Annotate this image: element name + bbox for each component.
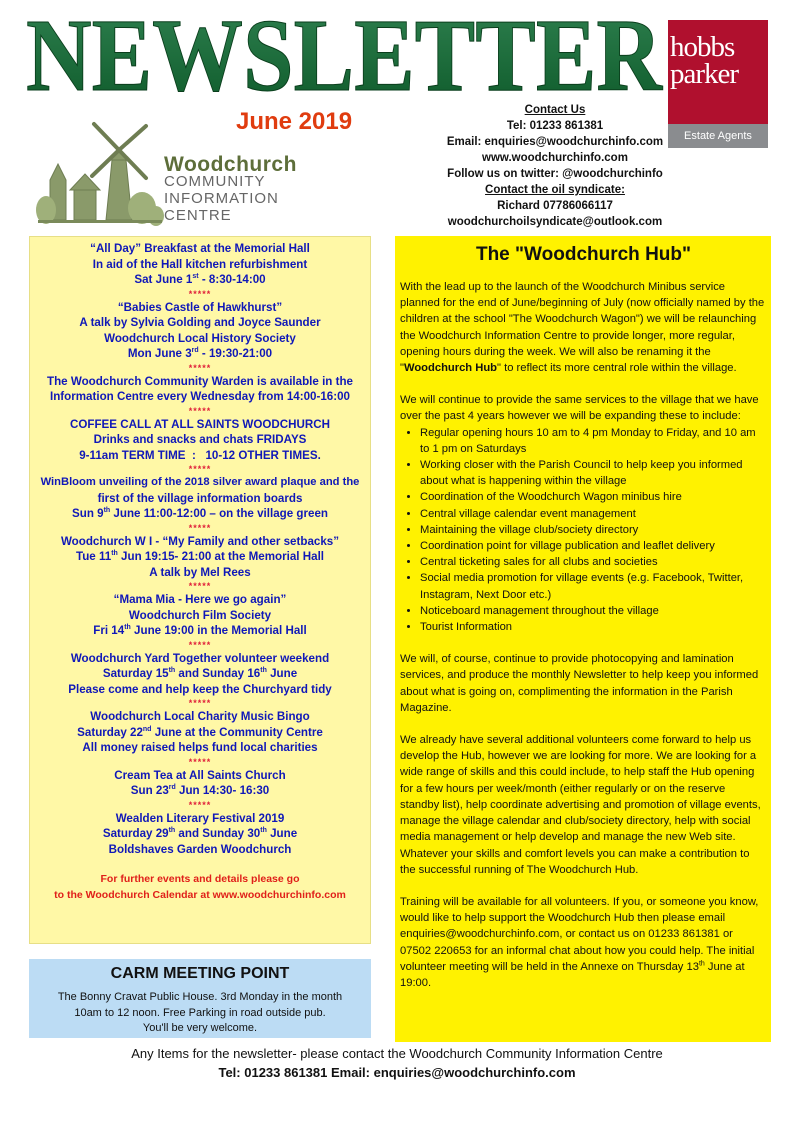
- event-line: first of the village information boards: [97, 491, 303, 505]
- event-line: Woodchurch Local History Society: [104, 331, 296, 345]
- event-footer-line: For further events and details please go: [100, 873, 300, 885]
- newsletter-masthead: [24, 4, 664, 96]
- event-line: The Woodchurch Community Warden is available in the: [47, 374, 353, 388]
- event-line: Information Centre every Wednesday from 14:00-16:00: [49, 390, 351, 403]
- page-footer: [0, 1044, 794, 1082]
- event-line: Saturday 29th and Sunday 30th June: [102, 827, 298, 840]
- brand-line2: parker: [670, 58, 739, 90]
- event-line: “Mama Mia - Here we go again”: [113, 593, 287, 606]
- wci-line3: INFORMATION: [164, 190, 279, 207]
- event-separator: *****: [188, 581, 212, 591]
- oil-syndicate-contact: Richard 07786066117: [497, 200, 613, 212]
- list-item: • Central ticketing sales for all clubs and societies: [420, 554, 767, 570]
- brand-line1: hobbs: [670, 31, 735, 63]
- event-line: All money raised helps fund local charities: [82, 741, 318, 754]
- footer-line: Any Items for the newsletter- please contact the Woodchurch Community Information Centre: [131, 1046, 663, 1061]
- hub-paragraph: We already have several additional volunteers come forward to help us develop the Hub, however we are looking for more. We are looking for a wide range of skills and this could include, to help staff the Hub opening for a few hours per week/month (either regularly or on the reserve standby list), help coordinate advertising and promotion of village events, manage the village calendar and club/society directory, help with social media management or help develop and manage the new Web site. Whatever your skills and comfort levels you can make a contribution to the successful running of The Woodchurch Hub.: [400, 734, 761, 876]
- oil-syndicate-heading: Contact the oil syndicate:: [485, 184, 625, 196]
- event-separator: *****: [188, 756, 212, 767]
- list-item: • Maintaining the village club/society directory: [420, 522, 767, 538]
- contact-heading: Contact Us: [524, 104, 586, 116]
- newsletter-title: NEWSLETTER: [26, 4, 664, 96]
- event-line: Sun 9th June 11:00-12:00 – on the village green: [72, 507, 328, 520]
- list-item: • Social media promotion for village events (e.g. Facebook, Twitter, Instagram, Next Door etc.): [420, 570, 767, 602]
- events-footer-note: [30, 871, 370, 903]
- event-yard-together: [30, 651, 370, 698]
- event-line: Please come and help keep the Churchyard tidy: [68, 682, 332, 696]
- event-winbloom: [30, 475, 370, 522]
- event-line: Fri 14th June 19:00 in the Memorial Hall: [93, 624, 307, 637]
- event-film: [30, 592, 370, 639]
- event-wi-talk: [30, 534, 370, 581]
- event-line: WinBloom unveiling of the 2018 silver award plaque and the: [40, 476, 360, 488]
- hub-paragraph: Training will be available for all volunteers. If you, or someone you know, would like to help support the Woodchurch Hub then please email enquiries@woodchurchinfo.com, or contact us on 01233 861381 or 07502 220653 for an informal chat about how you could help. The initial volunteer meeting will be held in the Annexe on Thursday 13th June at 19:00.: [400, 895, 759, 989]
- hub-title: The "Woodchurch Hub": [475, 244, 692, 265]
- contact-block: [404, 102, 706, 230]
- contact-email[interactable]: Email: enquiries@woodchurchinfo.com: [446, 136, 664, 148]
- event-separator: *****: [188, 405, 212, 416]
- footer-contact: Tel: 01233 861381 Email: enquiries@woodchurchinfo.com: [218, 1065, 576, 1080]
- brand-tagline: Estate Agents: [668, 124, 768, 148]
- calendar-link[interactable]: to the Woodchurch Calendar at www.woodchurchinfo.com: [54, 889, 346, 901]
- carm-title: CARM MEETING POINT: [110, 965, 290, 982]
- wci-name: Woodchurch: [164, 153, 297, 176]
- event-warden: [30, 374, 370, 405]
- hub-article: [395, 236, 771, 1042]
- event-line: Woodchurch Film Society: [128, 608, 272, 622]
- event-separator: *****: [188, 288, 212, 299]
- event-coffee-call: [30, 417, 370, 464]
- event-separator: *****: [188, 464, 212, 474]
- carm-line: 10am to 12 noon. Free Parking in road outside pub.: [74, 1006, 326, 1019]
- event-line: Sat June 1st - 8:30-14:00: [134, 273, 266, 286]
- event-line: Wealden Literary Festival 2019: [115, 811, 285, 825]
- event-line: “All Day” Breakfast at the Memorial Hall: [90, 242, 310, 255]
- event-music-bingo: [30, 709, 370, 756]
- hub-paragraph: We will, of course, continue to provide photocopying and lamination services, and produce the monthly Newsletter to help keep you informed about what is going on, complimenting the information in the Parish Magazine.: [400, 653, 759, 714]
- event-line: “Babies Castle of Hawkhurst”: [117, 300, 283, 314]
- event-babies-castle: [30, 300, 370, 362]
- event-line: A talk by Mel Rees: [149, 565, 251, 579]
- list-item: • Tourist Information: [420, 619, 767, 635]
- event-separator: *****: [188, 522, 212, 533]
- event-line: A talk by Sylvia Golding and Joyce Saunder: [79, 316, 321, 329]
- event-line: Boldshaves Garden Woodchurch: [108, 842, 292, 856]
- carm-line: You'll be very welcome.: [142, 1022, 258, 1034]
- event-line: Tue 11th Jun 19:15- 21:00 at the Memorial Hall: [75, 550, 325, 563]
- oil-syndicate-email[interactable]: woodchurchoilsyndicate@outlook.com: [447, 216, 663, 228]
- contact-twitter[interactable]: Follow us on twitter: @woodchurchinfo: [447, 168, 663, 180]
- issue-date: June 2019: [236, 108, 353, 135]
- event-line: Woodchurch Yard Together volunteer weekend: [70, 651, 330, 665]
- event-line: Sun 23rd Jun 14:30- 16:30: [130, 784, 270, 797]
- carm-details: [29, 990, 371, 1037]
- wci-line2: COMMUNITY: [164, 173, 266, 190]
- list-item: • Working closer with the Parish Council to help keep you informed about what is happening within the village: [420, 457, 767, 489]
- event-separator: *****: [188, 698, 212, 708]
- list-item: • Central village calendar event management: [420, 506, 767, 522]
- event-cream-tea: [30, 768, 370, 799]
- hub-paragraph: With the lead up to the launch of the Woodchurch Minibus service planned for the end of June/beginning of July (now officially named by the children at the school "The Woodchurch Wagon") we will be relaunching the Woodchurch Information Centre to provide longer, more regular, opening hours during the week. We will also be renaming it the "Woodchurch Hub" to reflect its more central role within the village.: [400, 281, 765, 375]
- hub-services-list: [400, 425, 767, 636]
- event-line: Drinks and snacks and chats FRIDAYS: [93, 433, 307, 446]
- list-item: • Regular opening hours 10 am to 4 pm Monday to Friday, and 10 am to 1 pm on Saturdays: [420, 425, 767, 457]
- event-line: Woodchurch Local Charity Music Bingo: [90, 710, 310, 723]
- list-item: • Coordination point for village publication and leaflet delivery: [420, 538, 767, 554]
- wci-line4: CENTRE: [164, 207, 232, 224]
- event-line: Cream Tea at All Saints Church: [114, 768, 286, 782]
- events-panel: [29, 236, 371, 944]
- windmill-church-icon: [34, 120, 164, 226]
- event-separator: *****: [188, 799, 212, 810]
- contact-website[interactable]: www.woodchurchinfo.com: [482, 152, 628, 164]
- wci-logo: [34, 120, 324, 226]
- event-line: COFFEE CALL AT ALL SAINTS WOODCHURCH: [70, 417, 330, 431]
- event-separator: *****: [188, 362, 212, 373]
- event-line: 9-11am TERM TIME : 10-12 OTHER TIMES.: [79, 448, 321, 462]
- hub-paragraph: We will continue to provide the same services to the village that we have over the past 4 years however we will be expanding these to include:: [400, 394, 759, 423]
- event-literary-festival: [30, 811, 370, 858]
- event-line: In aid of the Hall kitchen refurbishment: [92, 257, 308, 271]
- event-line: Woodchurch W I - “My Family and other setbacks”: [60, 534, 340, 548]
- carm-line: The Bonny Cravat Public House. 3rd Monday in the month: [57, 991, 343, 1003]
- contact-tel: Tel: 01233 861381: [506, 120, 604, 132]
- event-line: Mon June 3rd - 19:30-21:00: [127, 347, 273, 360]
- event-breakfast: [30, 241, 370, 288]
- list-item: • Noticeboard management throughout the village: [420, 603, 767, 619]
- carm-meeting-box: [29, 959, 371, 1038]
- event-line: Saturday 15th and Sunday 16th June: [102, 667, 298, 680]
- event-line: Saturday 22nd June at the Community Centre: [77, 725, 323, 739]
- event-separator: *****: [188, 639, 212, 650]
- list-item: • Coordination of the Woodchurch Wagon minibus hire: [420, 489, 767, 505]
